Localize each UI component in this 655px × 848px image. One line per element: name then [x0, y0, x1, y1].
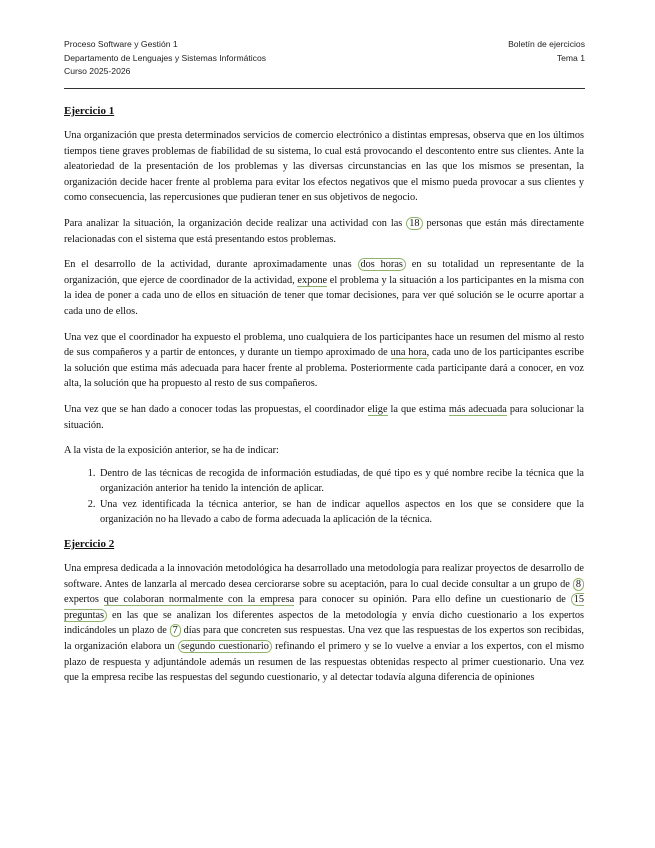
text-run: refinando el primero y se lo vuelve a enviar a los expertos, con el mismo plazo de respuesta y adjuntándole además un resumen de las respuestas obtenidas respecto al primer cuestionario. Una vez que la empresa recibe las respuestas del segundo cuestionario, y al detectar todavía alguna diferencia de opiniones — [64, 641, 585, 684]
text-run: en su totalidad un representante de la organización, que ejerce de coordinador de la actividad, — [64, 259, 585, 286]
underlined-annotation: elige — [367, 403, 388, 415]
academic-year: Curso 2025-2026 — [64, 66, 131, 76]
question-item: 2. Una vez identificada la técnica anterior, se han de indicar aquellos aspectos en los que se considere que la organización no ha llevado a cabo de forma adecuada la aplicación de la técnica. — [98, 497, 584, 528]
text-run: la que estima — [387, 403, 449, 415]
underlined-annotation: que colaboran normalmente con la empresa — [103, 594, 295, 606]
course-name: Proceso Software y Gestión 1 — [64, 39, 178, 49]
topic-number: Tema 1 — [556, 52, 585, 63]
circled-annotation: 7 — [170, 624, 181, 637]
exercise-1-title: Ejercicio 1 — [64, 105, 115, 117]
text-run: para conocer su opinión. Para ello define un cuestionario de — [294, 594, 571, 606]
text-run: expertos — [64, 594, 104, 606]
text-run: Una empresa dedicada a la innovación metodológica ha desarrollado una metodología para realizar proyectos de desarrollo de software. Antes de lanzarla al mercado desea cerciorarse sobre su aceptación, para lo cual decide consultar a un grupo de — [64, 563, 584, 590]
department-name: Departamento de Lenguajes y Sistemas Informáticos — [64, 52, 267, 63]
question-item: 1. Dentro de las técnicas de recogida de información estudiadas, de qué tipo es y qué nombre recibe la técnica que la organización anterior ha tenido la intención de aplicar. — [98, 466, 584, 497]
exercise-1-question-list — [64, 466, 584, 528]
exercise-1-paragraph-1: Una organización que presta determinados servicios de comercio electrónico a distintas empresas, observa que en los últimos tiempos tiene graves problemas de fiabilidad de su sistema, lo cual está provocando el descontento entre sus clientes. Ante la aleatoriedad de la presentación de los problemas y las diversas circunstancias en las que los mismos se presentan, la organización decide hacer frente al problema para evitar los efectos negativos que el mismo pueda provocar a sus clientes y como consecuencia, las repercusiones que pudieran tener en sus objetivos de negocio. — [64, 130, 584, 204]
circled-annotation: segundo cuestionario — [178, 640, 272, 653]
text-run: , cada uno de los participantes escribe la solución que estima más adecuada para hacer frente al problema. Posteriormente cada participante dará a conocer, en voz alta, la solución que ha propuesto al resto de sus compañeros. — [64, 347, 584, 390]
text-run: días para que concreten sus respuestas. Una vez que las respuestas de los expertos son recibidas, la organización elabora un — [64, 625, 584, 653]
underlined-annotation: una hora — [390, 347, 427, 359]
text-run: En el desarrollo de la actividad, durante aproximadamente unas — [64, 259, 358, 271]
text-run: personas que están más directamente relacionadas con el sistema que está presentando estos problemas. — [64, 217, 584, 245]
text-run: Una vez que se han dado a conocer todas las propuestas, el coordinador — [64, 403, 368, 415]
exercise-1-paragraph-5 — [64, 402, 584, 433]
text-run: Para analizar la situación, la organización decide realizar una actividad con las — [64, 217, 407, 229]
text-run: en las que se analizan los diferentes aspectos de la metodología y envía dicho cuestionario a los expertos indicándoles un plazo de — [64, 609, 584, 637]
text-run: Una vez que el coordinador ha expuesto el problema, uno cualquiera de los participantes hace un resumen del mismo al resto de sus compañeros y a partir de entonces, y durante un tiempo aproximado de — [64, 331, 584, 359]
document-body — [64, 104, 584, 696]
header-right — [508, 38, 585, 65]
text-run: para solucionar la situación. — [64, 403, 585, 431]
exercise-1-paragraph-6: A la vista de la exposición anterior, se ha de indicar: — [64, 445, 279, 457]
header-divider — [64, 88, 585, 89]
circled-annotation: 18 — [406, 217, 422, 230]
circled-annotation: dos horas — [358, 258, 406, 271]
underlined-annotation: expone — [297, 274, 328, 286]
text-run: el problema y la situación a los participantes en la misma con la idea de poner a cada uno de ellos en situación de tener que tomar decisiones, para ver qué solución se le ocurre aportar a cada uno de ellos. — [64, 274, 584, 317]
underlined-annotation: más adecuada — [448, 403, 507, 415]
exercise-2-title: Ejercicio 2 — [64, 538, 115, 551]
exercise-1-paragraph-3 — [64, 257, 584, 319]
circled-annotation: 8 — [573, 578, 584, 591]
exercise-2-paragraph-1 — [64, 561, 584, 686]
header-left — [64, 38, 266, 79]
document-type: Boletín de ejercicios — [508, 39, 585, 49]
exercise-1-paragraph-4 — [64, 330, 584, 392]
exercise-1-paragraph-2 — [64, 216, 584, 247]
circled-annotation: 15 preguntas — [64, 594, 584, 621]
